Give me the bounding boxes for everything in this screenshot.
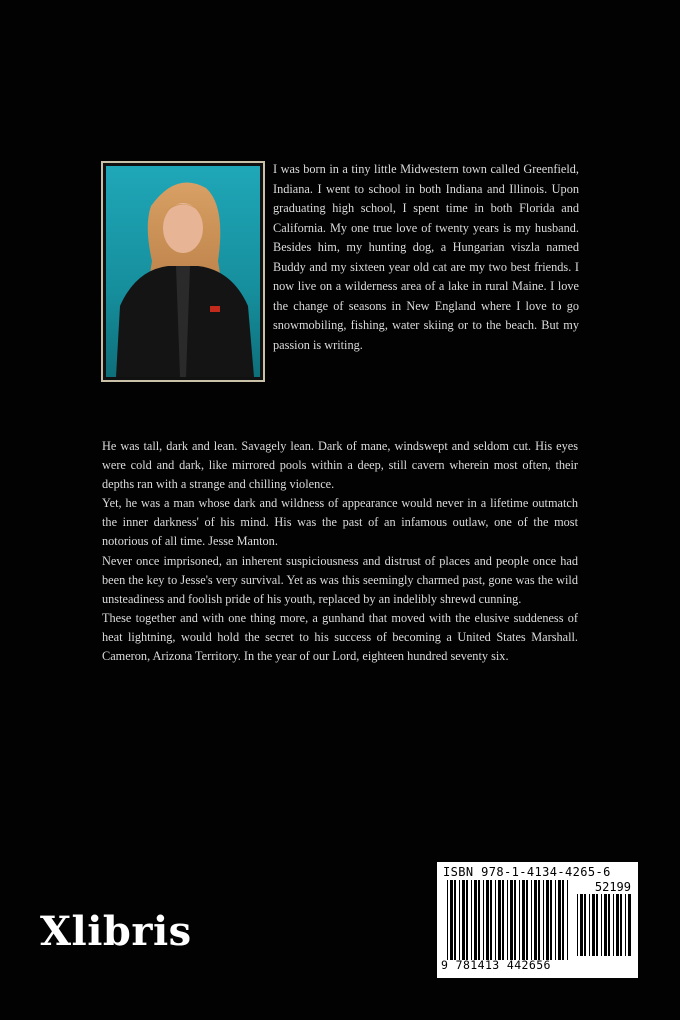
synopsis-paragraph: He was tall, dark and lean. Savagely lean. Dark of mane, windswept and seldom cut. His eyes were cold and dark, like mirrored pools within a deep, still cavern wherein most often, their depths ran with a strange and chilling violence. — [102, 439, 578, 492]
author-photo — [101, 161, 265, 382]
author-portrait-icon — [106, 166, 260, 377]
synopsis-paragraph: Never once imprisoned, an inherent suspiciousness and distrust of places and people once had been the key to Jesse's very survival. Yet as was this seemingly charmed past, gone was the wild unsteadiness and foolish pride of his youth, replaced by an indelibly shrewd cunning. — [102, 553, 578, 606]
book-synopsis — [102, 437, 578, 666]
isbn-label: ISBN 978-1-4134-4265-6 — [443, 865, 611, 879]
synopsis-paragraph: These together and with one thing more, a gunhand that moved with the elusive suddeness of heat lightning, would hold the secret to his success of becoming a United States Marshall. Cameron, Arizona Territory. In the year of our Lord, eighteen hundred seventy six. — [102, 610, 578, 664]
addon-barcode-bars — [577, 894, 631, 956]
publisher-logo: Xlibris — [40, 908, 192, 955]
price-code: 52199 — [594, 880, 631, 894]
isbn-barcode — [437, 862, 638, 978]
author-bio: I was born in a tiny little Midwestern town called Greenfield, Indiana. I went to school in both Indiana and Illinois. Upon graduating high school, I spent time in both Florida and California. My one true love of twenty years is my husband. Besides him, my hunting dog, a Hungarian viszla named Buddy and my sixteen year old cat are my two best friends. I now live on a wilderness area of a lake in rural Maine. I love the change of seasons in New England where I love to go snowmobiling, fishing, water skiing or to the beach. But my passion is writing. — [273, 162, 579, 352]
ean-digits: 9 781413 442656 — [441, 958, 551, 972]
ean-barcode-bars — [447, 880, 571, 960]
synopsis-paragraph: Yet, he was a man whose dark and wildness of appearance would never in a lifetime outmatch the inner darkness' of his mind. His was the past of an infamous outlaw, one of the most notorious of all time. Jesse Manton. — [102, 496, 578, 549]
